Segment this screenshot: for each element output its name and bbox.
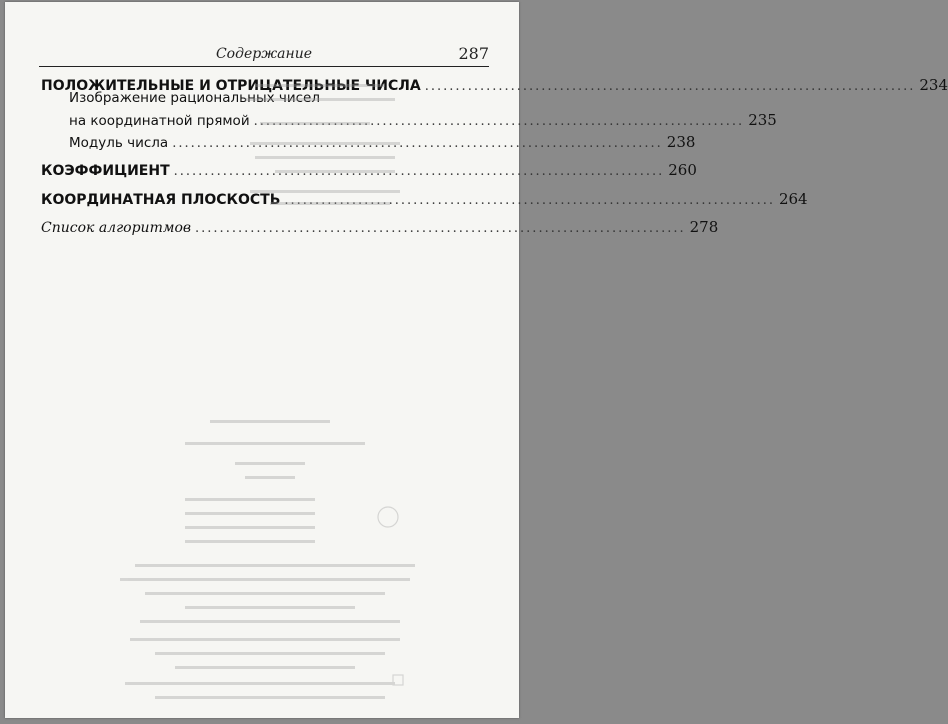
toc-leader-dots: ................................................................................	[172, 136, 663, 151]
toc-entry-title-line1: Изображение рациональных чисел	[69, 90, 320, 106]
bleed-through-texture	[5, 2, 519, 718]
toc-entry-page: 264	[778, 190, 808, 208]
toc-leader-dots: ................................................................................	[253, 114, 745, 129]
toc-entry-title-line2: на координатной прямой	[69, 113, 250, 129]
toc-leader-dots: ................................................................................	[173, 164, 665, 179]
page-number: 287	[458, 44, 489, 63]
toc-entry-title: КООРДИНАТНАЯ ПЛОСКОСТЬ	[41, 192, 281, 208]
book-page	[5, 2, 948, 718]
toc-entry-title: Список алгоритмов	[41, 220, 192, 236]
section-title: Содержание	[215, 46, 313, 62]
toc-leader-dots: ................................................................................	[424, 79, 916, 94]
toc-entry-page: 234	[919, 76, 948, 94]
toc-leader-dots: ................................................................................	[284, 193, 775, 208]
toc-entry-title: КОЭФФИЦИЕНТ	[41, 163, 170, 179]
toc-entry-page: 278	[689, 218, 719, 236]
toc-leader-dots: ................................................................................	[195, 221, 686, 236]
toc-entry-title: ПОЛОЖИТЕЛЬНЫЕ И ОТРИЦАТЕЛЬНЫЕ ЧИСЛА	[41, 78, 421, 94]
toc-entry-page: 260	[668, 161, 697, 179]
toc-entry-page: 235	[748, 111, 777, 129]
toc-entry-title: Модуль числа	[69, 135, 169, 151]
toc-entry-page: 238	[666, 133, 696, 151]
